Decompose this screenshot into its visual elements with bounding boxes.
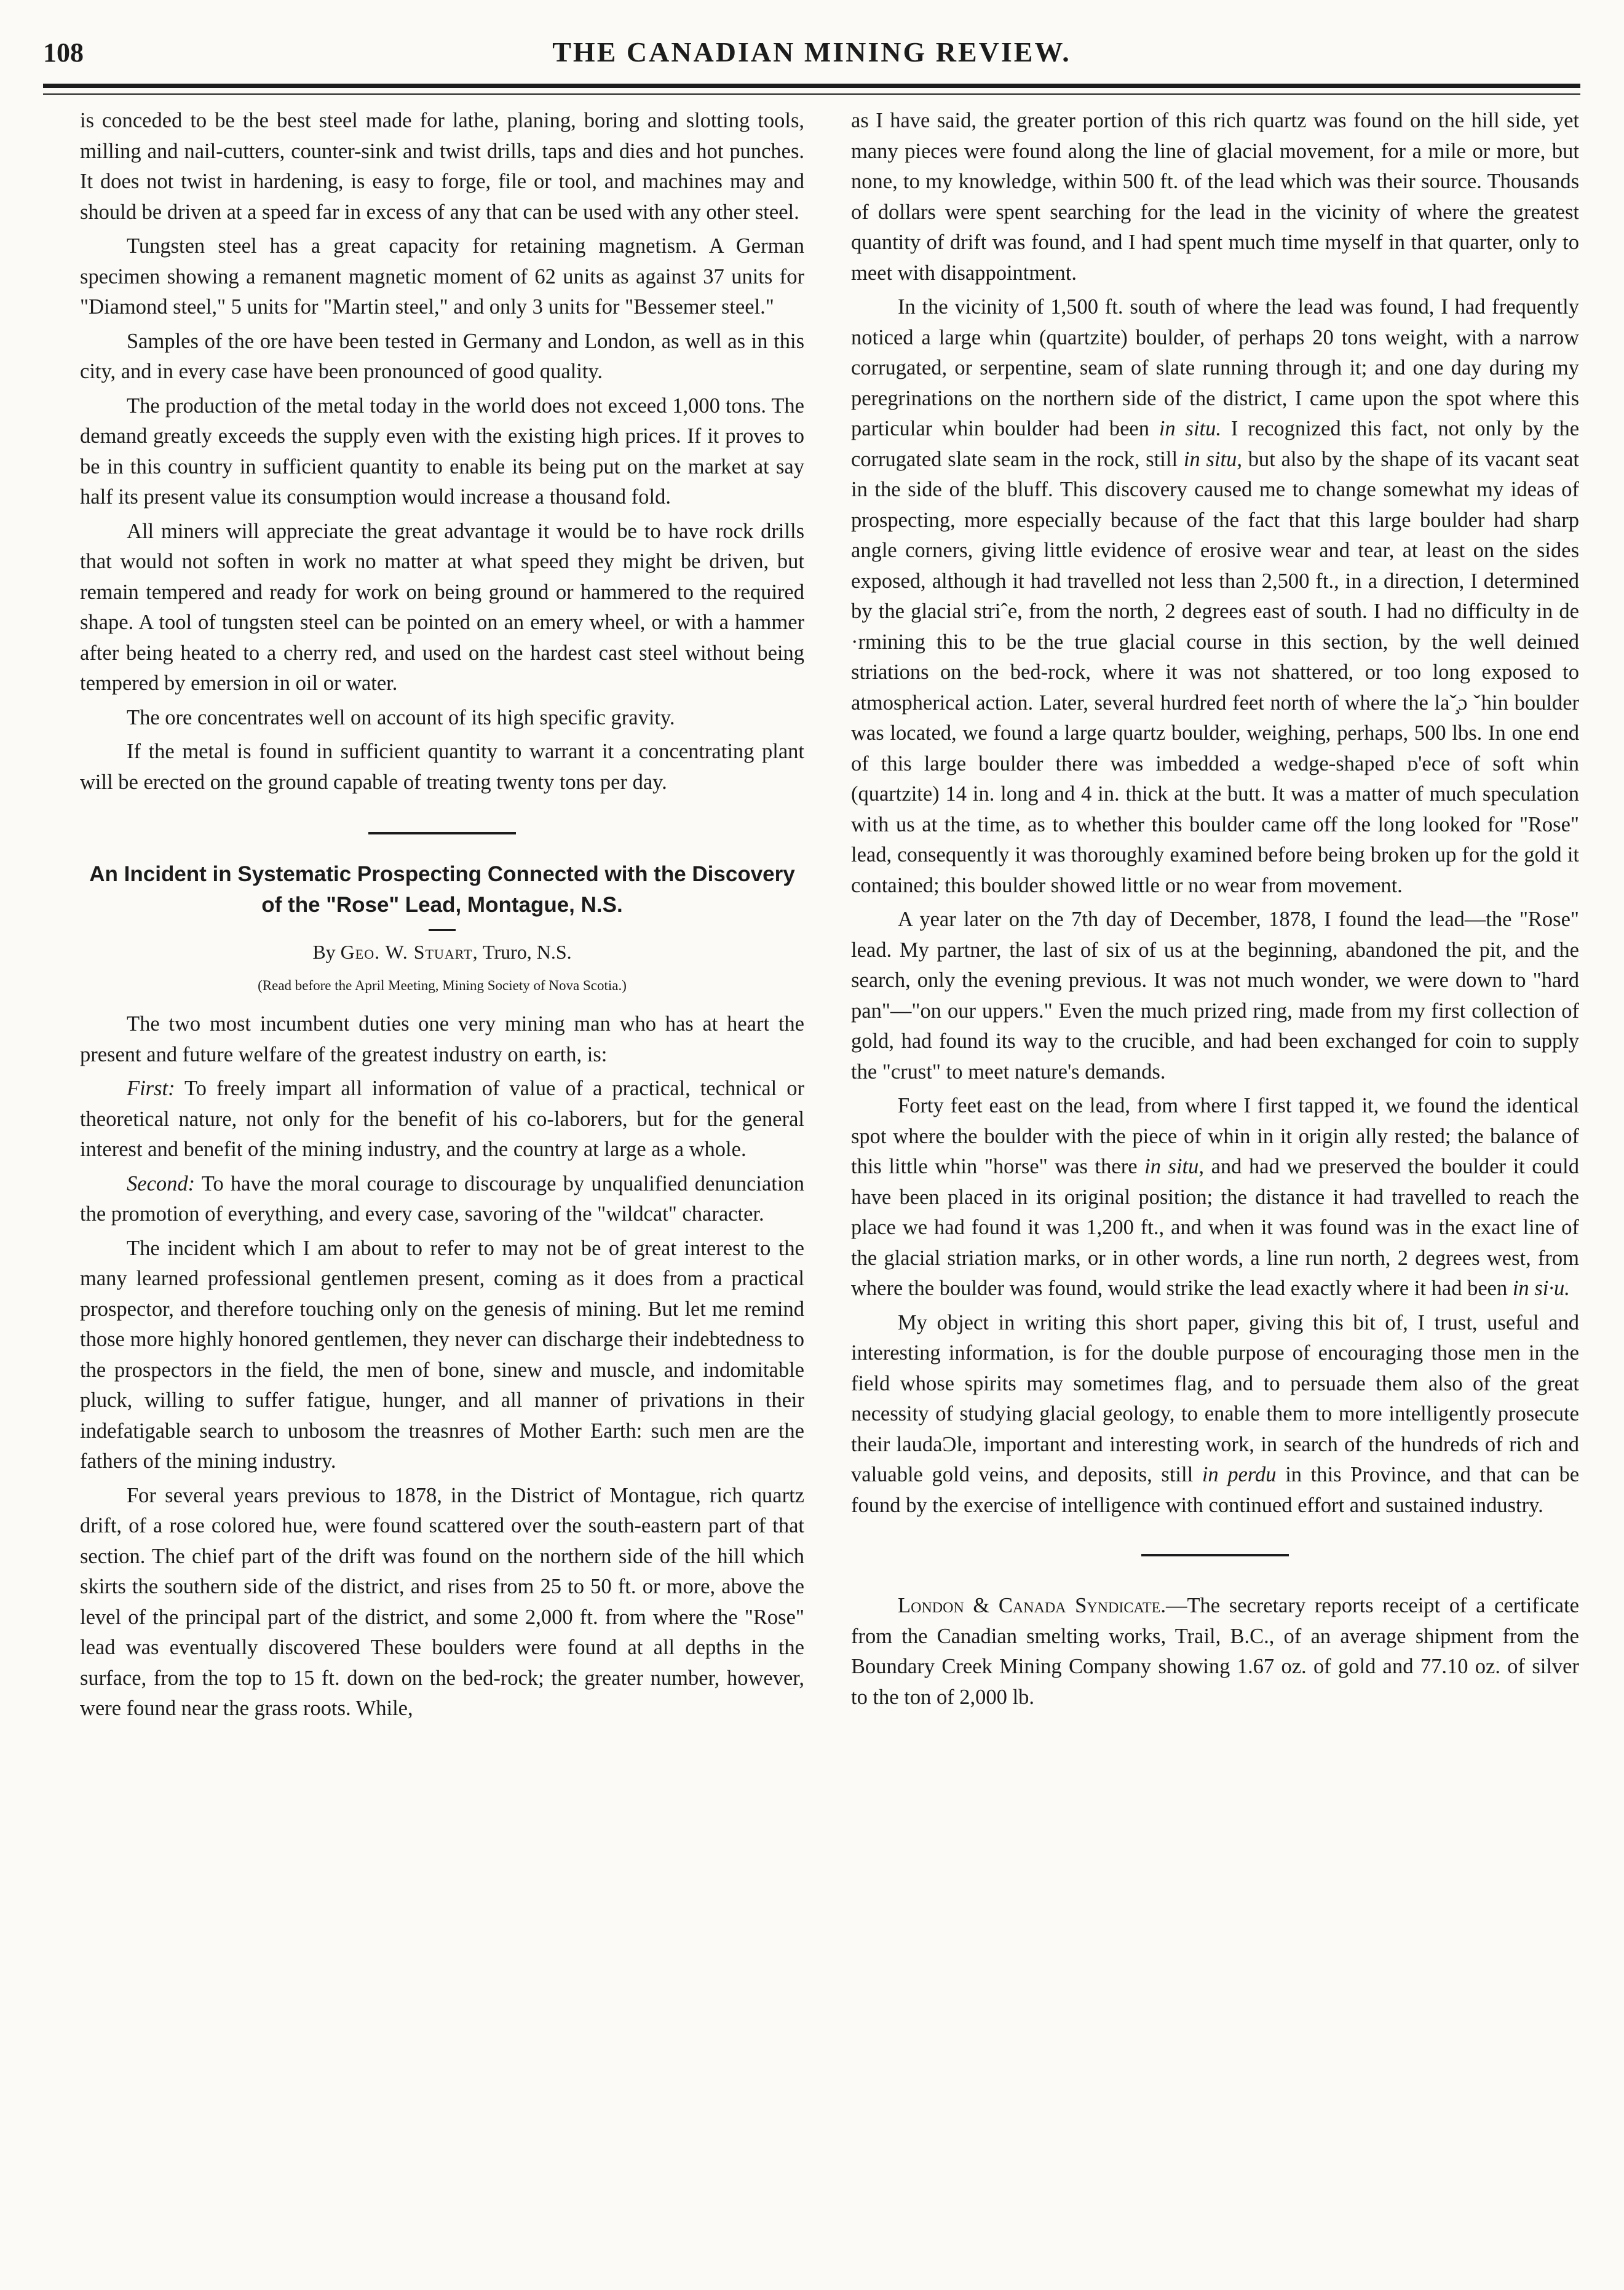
paragraph: is conceded to be the best steel made for lathe, planing, boring and slotting tools, milling and nail-cutters, counter-sink and twist drills, taps and dies and hot punches. It does not twist in hardening, is easy to forge, file or tool, and machines may and should be driven at a speed far in excess of any that can be used with any other steel. [80, 109, 804, 224]
news-item-label: London & Canada Syndicate. [898, 1594, 1166, 1617]
news-item [851, 1591, 1579, 1713]
paragraph: Samples of the ore have been tested in Germany and London, as well as in this city, and in every case have been pronounced of good quality. [80, 329, 804, 383]
paragraph [80, 1169, 804, 1230]
article-title: An Incident in Systematic Prospecting Connected with the Discovery of the "Rose" Lead, Montague, N.S. [89, 862, 795, 917]
paragraph: The incident which I am about to refer to may not be of great interest to the many learned professional gentlemen present, coming as it does from a practical prospector, and therefore touching only on the genesis of mining. But let me remind those more highly honored gentlemen, they never can discharge their indebtedness to the prospectors in the field, the men of bone, sinew and muscle, and indomitable pluck, willing to suffer fatigue, hunger, and all manner of privations in their indefatigable search to unbosom the treasnres of Mother Earth: such men are the fathers of the mining industry. [80, 1236, 804, 1473]
italic-phrase: in perdu [1202, 1463, 1277, 1486]
text-run: I recognized this fact, not only by the corrugated slate seam in the rock, still [851, 417, 1580, 471]
paragraph [851, 292, 1579, 901]
header-rule-thin [43, 93, 1580, 95]
page-number: 108 [43, 38, 84, 68]
byline-note: (Read before the April Meeting, Mining Society of Nova Scotia.) [258, 977, 627, 993]
paragraph [80, 1074, 804, 1165]
italic-phrase: in si·u. [1512, 1277, 1570, 1300]
second-text: To have the moral courage to discourage by unqualified denunciation the promotion of everything, and every case, savoring of the "wildcat" character. [80, 1171, 804, 1226]
paragraph: as I have said, the greater portion of this rich quartz was found on the hill side, yet many pieces were found along the line of glacial movement, for a mile or more, but none, to my knowledge, within 500 ft. of the lead which was their source. Thousands of dollars were spent searching for the lead in the vicinity of where the greatest quantity of drift was found, and I had spent much time myself in that quarter, only to meet with disappointment. [851, 109, 1579, 285]
paragraph: If the metal is found in sufficient quantity to warrant it a concentrating plant will be erected on the ground capable of treating twenty tons per day. [80, 740, 804, 794]
text-run: and had we preserved the boulder it could have been placed in its original position; the distance it had travelled to reach the place we had found it was 1,200 ft., and when it was found was in the exact line of the glacial striation marks, or in other words, a line run north, 2 degrees west, from where the boulder was found, would strike the lead exactly where it had been [851, 1155, 1580, 1300]
byline-by: By [312, 941, 336, 963]
italic-phrase: in situ, [1183, 447, 1242, 471]
first-label: First: [127, 1077, 175, 1100]
second-label: Second: [127, 1171, 196, 1195]
text-run: in this Province, and that can be found by the exercise of intelligence with continued effort and sustained industry. [851, 1463, 1580, 1517]
paragraph: The two most incumbent duties one very mining man who has at heart the present and future welfare of the greatest industry on earth, is: [80, 1012, 804, 1066]
section-divider [368, 832, 516, 834]
paragraph: For several years previous to 1878, in the District of Montague, rich quartz drift, of a rose colored hue, were found scattered over the south-eastern part of that section. The chief part of the drift was found on the northern side of the hill which skirts the southern side of the district, and rises from 25 to 50 ft. or more, above the level of the principal part of the district, and some 2,000 ft. from where the "Rose" lead was eventually discovered These boulders were found at all depths in the surface, from the top to 15 ft. down on the bed-rock; the greater number, however, were found near the grass roots. While, [80, 1483, 804, 1720]
first-text: To freely impart all information of value of a practical, technical or theoretical nature, not only for the benefit of his co-laborers, but for the general interest and benefit of the mining industry, and the country at large as a whole. [80, 1077, 804, 1161]
right-column [851, 106, 1579, 1716]
text-run: My object in writing this short paper, giving this bit of, I trust, useful and interesting information, is for the double purpose of encouraging those men in the field whose spirits may sometimes flag, and to persuade them also of the great necessity of studying glacial geology, to enable them to more intelligently prosecute their laudaƆle, important and interesting work, in search of the hundreds of rich and valuable gold veins, and deposits, still [851, 1310, 1579, 1486]
paragraph: A year later on the 7th day of December, 1878, I found the lead—the "Rose" lead. My partner, the last of six of us at the beginning, abandoned the pit, and the search, only the evening previous. It was not much wonder, we were down to "hard pan"—"on our uppers." Even the much prized ring, made from my first collection of gold, had found its way to the crucible, and had been exchanged for coin to supply the "crust" to meet nature's demands. [851, 908, 1579, 1084]
byline-place: Truro, N.S. [483, 941, 572, 963]
italic-phrase: in situ, [1144, 1155, 1205, 1178]
news-item-text: —The secretary reports receipt of a certificate from the Canadian smelting works, Trail, B.C., of an average shipment from the Boundary Creek Mining Company showing 1.67 oz. of gold and 77.10 oz. of silver to the ton of 2,000 lb. [851, 1594, 1579, 1709]
left-column [80, 106, 804, 1728]
text-run: Forty feet east on the lead, from where I first tapped it, we found the identical spot where the boulder with the piece of whin in it origin ally rested; the balance of this little whin "horse" was there [851, 1094, 1579, 1178]
header-rule-thick [43, 84, 1580, 88]
title-dash [429, 929, 456, 931]
paragraph [851, 1091, 1579, 1304]
byline [80, 937, 804, 968]
journal-title: THE CANADIAN MINING REVIEW. [552, 36, 1071, 68]
section-divider [1141, 1554, 1289, 1556]
paragraph: Tungsten steel has a great capacity for retaining magnetism. A German specimen showing a remanent magnetic moment of 62 units as against 37 units for "Diamond steel," 5 units for "Martin steel," and only 3 units for "Bessemer steel." [80, 234, 804, 319]
italic-phrase: in situ. [1159, 417, 1222, 440]
byline-name: Geo. W. Stuart, [340, 941, 478, 963]
text-run: In the vicinity of 1,500 ft. south of where the lead was found, I had frequently noticed a large whin (quartzite) boulder, of perhaps 20 tons weight, with a narrow corrugated, or serpentine, seam of slate running through it; and one day during my peregrinations on the northern side of the district, I came upon the spot where this particular whin boulder had been [851, 295, 1579, 440]
text-run: but also by the shape of its vacant seat in the side of the bluff. This discovery caused me to change somewhat my ideas of prospecting, more especially because of the fact that this large boulder had sharp angle corners, giving little evidence of erosive wear and tear, at least on the sides exposed, although it had travelled not less than 2,500 ft., in a direction, I determined by the glacial striˆe, from the north, 2 degrees east of south. I had no difficulty in de ·rmining this to be the true glacial course in this section, by the well deinıed striations on the bed-rock, where it was not shattered, or too long exposed to atmospherical action. Later, several hurdred feet north of where the laˇ̧ɔ ˇhin boulder was located, we found a large quartz boulder, weighing, perhaps, 500 lbs. In one end of this large boulder there was imbedded a wedge-shaped ᴅ'ece of soft whin (quartzite) 14 in. long and 4 in. thick at the butt. It was a matter of much speculation with us at the time, as to whether this boulder came off the long looked for "Rose" lead, consequently it was thoroughly examined before being broken up for the gold it contained; this boulder showed little or no wear from movement. [851, 447, 1579, 897]
paragraph: The ore concentrates well on account of its high specific gravity. [127, 705, 675, 729]
paragraph: The production of the metal today in the world does not exceed 1,000 tons. The demand greatly exceeds the supply even with the existing high prices. If it proves to be in this country in sufficient quantity to enable its being put on the market at say half its present value its consumption would increase a thousand fold. [80, 394, 804, 509]
page-header [43, 32, 1580, 81]
paragraph [851, 1308, 1579, 1521]
paragraph: All miners will appreciate the great advantage it would be to have rock drills that would not soften in work no matter at what speed they might be driven, but remain tempered and ready for work on being ground or hammered to the required shape. A tool of tungsten steel can be pointed on an emery wheel, or with a hammer after being heated to a cherry red, and used on the hardest cast steel without being tempered by emersion in oil or water. [80, 519, 804, 695]
